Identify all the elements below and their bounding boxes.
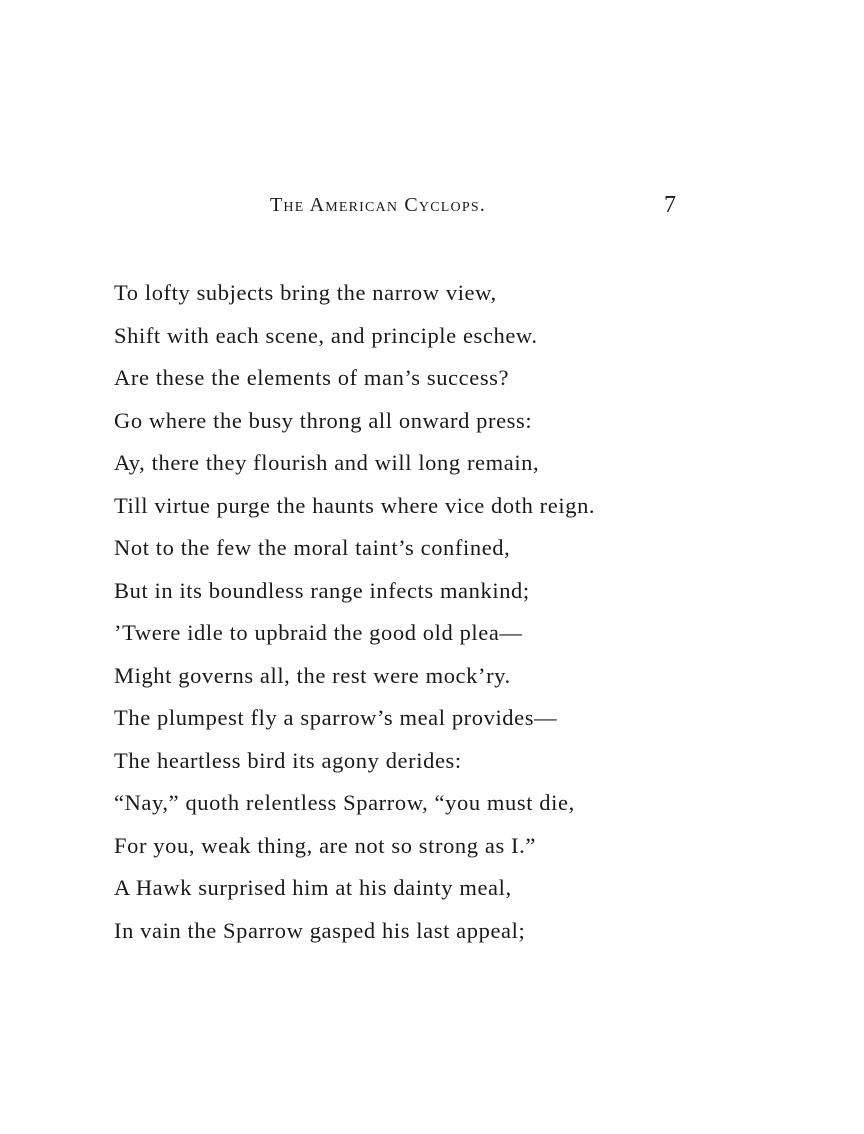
poem-line: Till virtue purge the haunts where vice doth reign. <box>114 492 596 518</box>
poem-line: ’Twere idle to upbraid the good old plea— <box>114 620 523 645</box>
poem-line: But in its boundless range infects mankind; <box>114 577 530 603</box>
poem-line: Go where the busy throng all onward press: <box>114 407 533 433</box>
poem-line: Might governs all, the rest were mock’ry. <box>114 662 511 688</box>
poem-line: For you, weak thing, are not so strong as I.” <box>114 832 536 858</box>
poem-line: In vain the Sparrow gasped his last appeal; <box>114 917 526 943</box>
running-title: The American Cyclops. <box>270 194 486 216</box>
poem-line: The plumpest fly a sparrow’s meal provides— <box>114 705 558 730</box>
running-head <box>0 192 864 222</box>
poem-line: To lofty subjects bring the narrow view, <box>114 280 497 305</box>
poem-line: Ay, there they flourish and will long remain, <box>114 450 540 475</box>
poem-line: Not to the few the moral taint’s confined, <box>114 535 511 560</box>
poem-line: The heartless bird its agony derides: <box>114 747 462 773</box>
poem-text <box>114 272 734 952</box>
poem-line: Are these the elements of man’s success? <box>114 365 510 390</box>
poem-line: Shift with each scene, and principle eschew. <box>114 322 538 348</box>
poem-line: A Hawk surprised him at his dainty meal, <box>114 875 512 900</box>
page-number: 7 <box>664 192 676 218</box>
poem-line: “Nay,” quoth relentless Sparrow, “you must die, <box>114 790 575 815</box>
